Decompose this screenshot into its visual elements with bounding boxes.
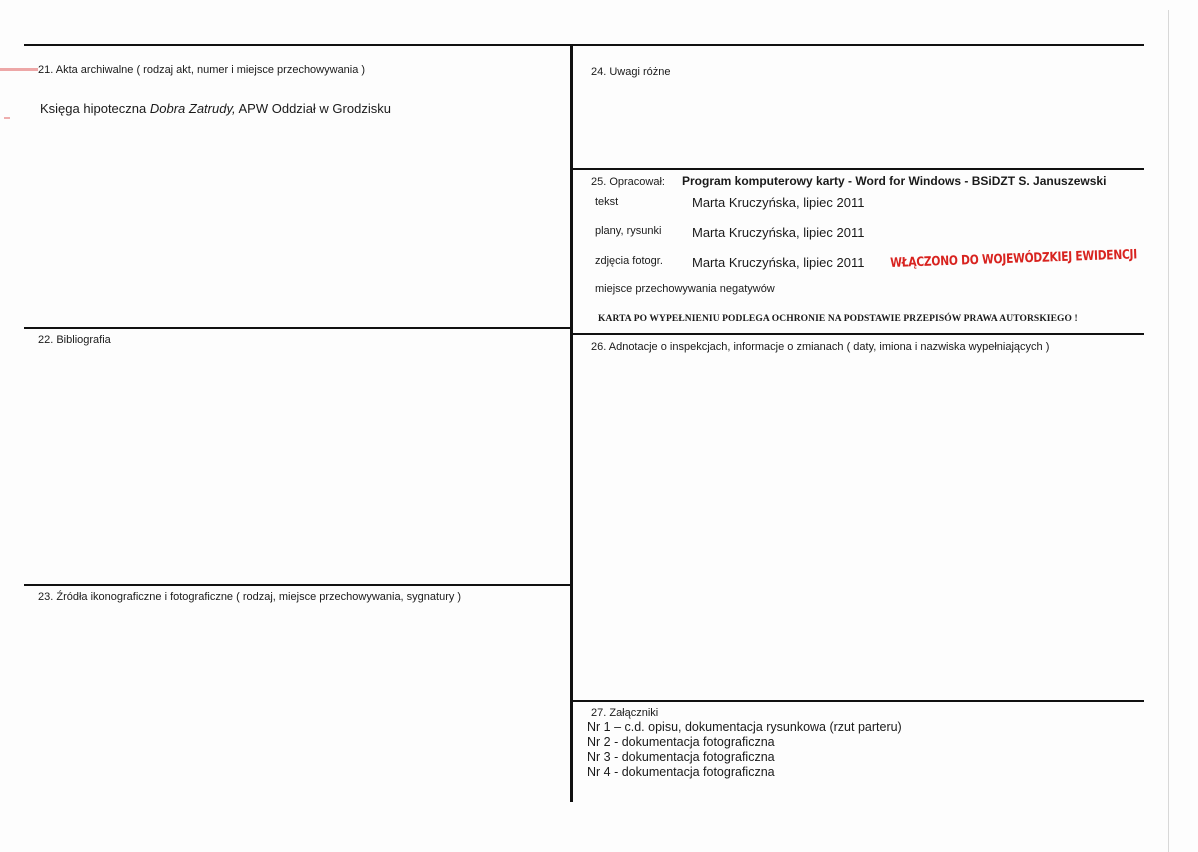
row-value-zdjecia: Marta Kruczyńska, lipiec 2011 (692, 255, 865, 270)
list-item: Nr 2 - dokumentacja fotograficzna (587, 735, 775, 749)
attachments-list (587, 720, 902, 780)
list-item: Nr 1 – c.d. opisu, dokumentacja rysunkowa (rzut parteru) (587, 720, 902, 734)
row-key-plany: plany, rysunki (595, 225, 662, 237)
section-21-prefix: Księga hipoteczna (40, 101, 150, 116)
row-key-zdjecia: zdjęcia fotogr. (595, 255, 663, 267)
negatives-label: miejsce przechowywania negatywów (595, 283, 775, 295)
section-27-label: 27. Załączniki (591, 707, 659, 719)
red-ink-mark (4, 117, 10, 119)
row-key-tekst: tekst (595, 196, 619, 208)
section-25-program: Program komputerowy karty - Word for Windows - BSiDZT S. Januszewski (682, 174, 1107, 188)
copyright-notice: KARTA PO WYPEŁNIENIU PODLEGA OCHRONIE NA PODSTAWIE PRZEPISÓW PRAWA AUTORSKIEGO ! (598, 314, 1078, 324)
section-21-value (40, 101, 391, 116)
divider-22-23 (24, 584, 572, 586)
section-25-label: 25. Opracował: (591, 176, 665, 188)
red-ink-mark (0, 68, 38, 71)
section-23-label: 23. Źródła ikonograficzne i fotograficzne ( rodzaj, miejsce przechowywania, sygnatury ) (38, 591, 462, 603)
list-item: Nr 3 - dokumentacja fotograficzna (587, 750, 775, 764)
row-value-tekst: Marta Kruczyńska, lipiec 2011 (692, 195, 865, 210)
divider-26-27 (572, 700, 1144, 702)
section-22-label: 22. Bibliografia (38, 334, 111, 346)
divider-24-25 (572, 168, 1144, 170)
section-21-suffix: APW Oddział w Grodzisku (235, 101, 391, 116)
center-divider (570, 44, 573, 802)
row-value-plany: Marta Kruczyńska, lipiec 2011 (692, 225, 865, 240)
divider-25-26 (572, 333, 1144, 335)
registry-stamp: WŁĄCZONO DO WOJEWÓDZKIEJ EWIDENCJI (890, 247, 1138, 271)
section-24-label: 24. Uwagi różne (591, 66, 671, 78)
section-26-label: 26. Adnotacje o inspekcjach, informacje o zmianach ( daty, imiona i nazwiska wypełniających ) (591, 341, 1050, 353)
section-21-italic: Dobra Zatrudy, (149, 101, 236, 116)
divider-21-22 (24, 327, 572, 329)
section-21-label: 21. Akta archiwalne ( rodzaj akt, numer i miejsce przechowywania ) (38, 64, 366, 76)
page-edge (1168, 10, 1169, 852)
list-item: Nr 4 - dokumentacja fotograficzna (587, 765, 775, 779)
top-border-line (24, 44, 1144, 46)
